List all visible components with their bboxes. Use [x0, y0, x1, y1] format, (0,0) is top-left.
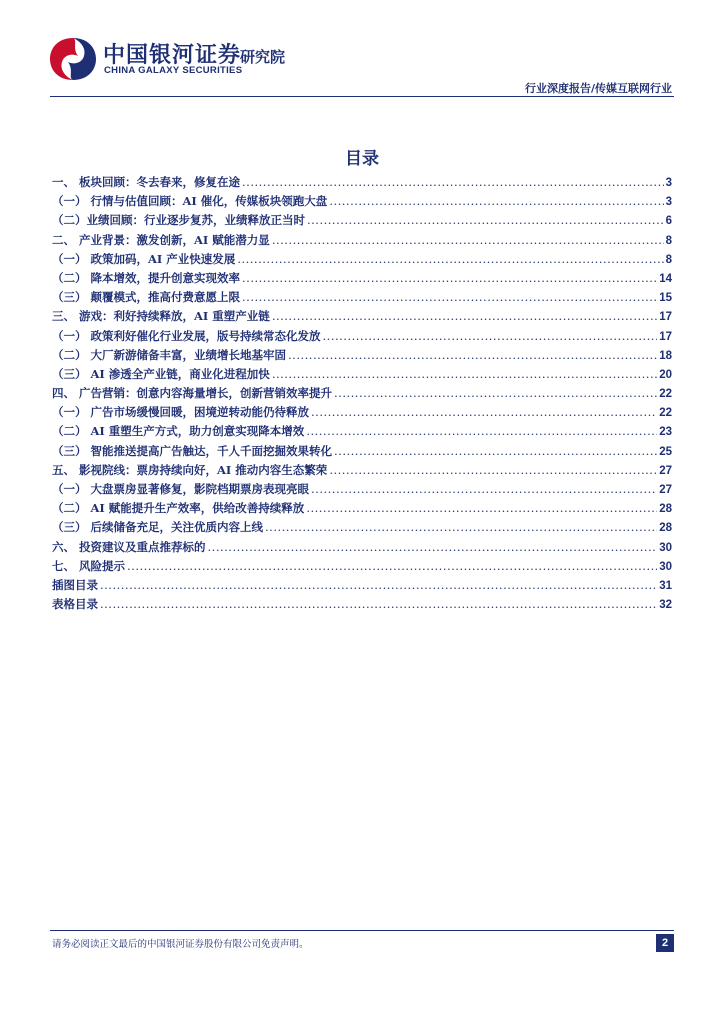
toc-entry-label[interactable]: （三） 后续储备充足，关注优质内容上线 — [52, 520, 264, 535]
toc-entry-page[interactable]: 28 — [659, 503, 672, 516]
report-type: 行业深度报告/传媒互联网行业 — [524, 82, 672, 95]
toc-entry[interactable] — [52, 500, 672, 519]
toc-leader-dots — [307, 213, 664, 227]
toc-entry-page[interactable]: 18 — [659, 349, 672, 362]
toc-entry-label[interactable]: （二） AI 重塑生产方式，助力创意实现降本增效 — [52, 424, 305, 439]
toc-leader-dots — [329, 194, 663, 208]
toc-leader-dots — [306, 424, 657, 438]
toc-entry-label[interactable]: 六、 投资建议及重点推荐标的 — [52, 539, 206, 554]
institute-label: 研究院 — [240, 48, 286, 66]
toc-entry[interactable] — [52, 404, 672, 423]
toc-entry[interactable] — [52, 558, 672, 577]
company-name-cn: 中国银河证券 — [103, 43, 242, 68]
toc-entry-page[interactable]: 15 — [659, 292, 672, 305]
toc-entry-page[interactable]: 23 — [659, 426, 672, 439]
toc-leader-dots — [237, 252, 663, 266]
toc-entry-page[interactable]: 3 — [665, 177, 672, 189]
toc-entry[interactable] — [52, 212, 672, 231]
toc-entry-page[interactable]: 17 — [659, 330, 672, 343]
toc-leader-dots — [272, 367, 657, 381]
toc-entry[interactable] — [52, 193, 672, 212]
toc-leader-dots — [242, 290, 657, 304]
toc-entry-label[interactable]: 一、 板块回顾：冬去春来，修复在途 — [52, 175, 241, 189]
toc-entry-page[interactable]: 3 — [665, 196, 672, 209]
toc-entry-page[interactable]: 8 — [665, 234, 672, 247]
toc-entry[interactable] — [52, 539, 672, 558]
table-of-contents — [52, 174, 672, 615]
toc-entry-page[interactable]: 30 — [659, 541, 672, 554]
toc-entry[interactable] — [52, 385, 672, 404]
company-name-en: CHINA GALAXY SECURITIES — [104, 65, 243, 76]
toc-entry-label[interactable]: （一） 政策加码，AI 产业快速发展 — [52, 251, 236, 266]
toc-entry-label[interactable]: 插图目录 — [52, 577, 98, 592]
toc-leader-dots — [242, 175, 664, 189]
toc-entry[interactable] — [52, 174, 672, 193]
toc-entry[interactable] — [52, 577, 672, 596]
toc-entry-page[interactable]: 27 — [659, 484, 672, 496]
toc-entry-label[interactable]: 三、 游戏：利好持续释放，AI 重塑产业链 — [52, 309, 270, 324]
toc-entry-label[interactable]: （二）业绩回顾：行业逐步复苏，业绩释放正当时 — [52, 213, 305, 228]
toc-entry[interactable] — [52, 308, 672, 327]
toc-entry-label[interactable]: （一） 政策利好催化行业发展，版号持续常态化发放 — [52, 328, 321, 343]
toc-entry-label[interactable]: （一） 广告市场缓慢回暖，困境逆转动能仍待释放 — [52, 405, 310, 420]
toc-entry-page[interactable]: 17 — [659, 311, 672, 324]
toc-entry-page[interactable]: 32 — [659, 599, 672, 612]
toc-entry-page[interactable]: 22 — [659, 388, 672, 401]
toc-entry-label[interactable]: （二） AI 赋能提升生产效率，供给改善持续释放 — [52, 501, 305, 516]
toc-leader-dots — [311, 482, 657, 496]
toc-entry[interactable] — [52, 251, 672, 270]
toc-entry-page[interactable]: 8 — [665, 253, 672, 266]
toc-entry[interactable] — [52, 423, 672, 442]
toc-entry[interactable] — [52, 366, 672, 385]
toc-entry-label[interactable]: （三） AI 渗透全产业链，商业化进程加快 — [52, 366, 270, 381]
toc-leader-dots — [323, 329, 658, 343]
toc-entry-label[interactable]: 七、 风险提示 — [52, 558, 126, 573]
toc-entry[interactable] — [52, 270, 672, 289]
toc-entry-label[interactable]: 五、 影视院线：票房持续向好，AI 推动内容生态繁荣 — [52, 462, 328, 477]
toc-entry-label[interactable]: 四、 广告营销：创意内容海量增长，创新营销效率提升 — [52, 386, 333, 401]
toc-entry-label[interactable]: （二） 大厂新游储备丰富，业绩增长地基牢固 — [52, 347, 287, 362]
toc-entry-page[interactable]: 28 — [659, 522, 672, 535]
toc-leader-dots — [288, 348, 657, 362]
toc-leader-dots — [100, 597, 657, 611]
toc-entry-page[interactable]: 20 — [659, 368, 672, 381]
toc-leader-dots — [311, 405, 657, 419]
toc-entry[interactable] — [52, 519, 672, 538]
toc-leader-dots — [127, 559, 657, 573]
footer-divider — [50, 930, 674, 931]
toc-entry-page[interactable]: 14 — [659, 272, 672, 285]
toc-entry-label[interactable]: （一） 行情与估值回顾：AI 催化，传媒板块领跑大盘 — [52, 194, 328, 209]
toc-leader-dots — [208, 540, 658, 554]
toc-entry-page[interactable]: 6 — [665, 215, 672, 228]
galaxy-swirl-logo-icon — [48, 36, 98, 82]
disclaimer-text: 请务必阅读正文最后的中国银河证券股份有限公司免责声明。 — [52, 939, 309, 950]
toc-leader-dots — [265, 520, 657, 534]
toc-leader-dots — [242, 271, 657, 285]
toc-entry-page[interactable]: 25 — [659, 445, 672, 458]
toc-entry[interactable] — [52, 462, 672, 481]
toc-entry[interactable] — [52, 481, 672, 500]
toc-entry-page[interactable]: 30 — [659, 560, 672, 573]
toc-leader-dots — [329, 463, 657, 477]
toc-entry[interactable] — [52, 347, 672, 366]
toc-entry-page[interactable]: 31 — [659, 579, 672, 592]
toc-entry[interactable] — [52, 443, 672, 462]
toc-entry-label[interactable]: （三） 智能推送提高广告触达，千人千面挖掘效果转化 — [52, 443, 333, 458]
toc-leader-dots — [272, 309, 657, 323]
toc-entry[interactable] — [52, 596, 672, 615]
header-divider — [50, 96, 674, 97]
toc-leader-dots — [334, 386, 657, 400]
toc-entry[interactable] — [52, 289, 672, 308]
toc-entry-label[interactable]: 表格目录 — [52, 597, 98, 612]
toc-title: 目录 — [345, 149, 379, 169]
toc-entry[interactable] — [52, 232, 672, 251]
toc-entry-page[interactable]: 22 — [659, 407, 672, 420]
toc-leader-dots — [334, 444, 657, 458]
toc-entry[interactable] — [52, 328, 672, 347]
toc-entry-label[interactable]: （二） 降本增效，提升创意实现效率 — [52, 270, 241, 285]
toc-leader-dots — [306, 501, 657, 515]
page-number: 2 — [656, 934, 674, 952]
toc-entry-label[interactable]: （三） 颠覆模式，推高付费意愿上限 — [52, 290, 241, 305]
page-header — [0, 0, 724, 100]
toc-entry-page[interactable]: 27 — [659, 464, 672, 477]
toc-leader-dots — [100, 578, 657, 592]
toc-entry-label[interactable]: （一） 大盘票房显著修复，影院档期票房表现亮眼 — [52, 482, 310, 496]
toc-leader-dots — [272, 233, 664, 247]
toc-entry-label[interactable]: 二、 产业背景：激发创新，AI 赋能潜力显 — [52, 232, 270, 247]
